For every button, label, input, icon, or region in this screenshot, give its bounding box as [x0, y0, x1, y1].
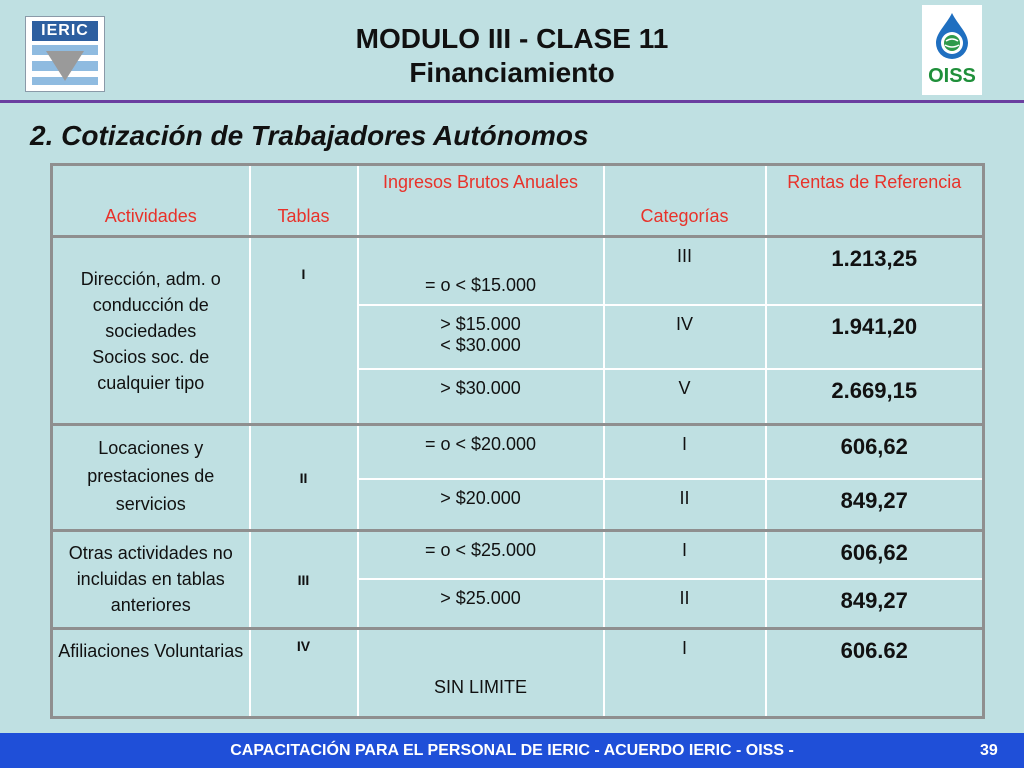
renta-cell: 849,27	[766, 579, 984, 629]
ieric-logo-text: IERIC	[32, 21, 98, 41]
slide-footer	[0, 733, 1024, 768]
categoria-cell: V	[604, 369, 766, 425]
categoria-cell: IV	[604, 305, 766, 369]
tabla-cell: III	[250, 531, 358, 629]
categoria-cell: I	[604, 629, 766, 718]
ingresos-cell: > $30.000	[358, 369, 604, 425]
ieric-logo-triangle-icon	[46, 51, 84, 81]
header-rentas: Rentas de Referencia	[766, 165, 984, 237]
ingresos-cell: = o < $20.000	[358, 425, 604, 479]
tabla-cell: I	[250, 237, 358, 425]
title-line-1: MODULO III - CLASE 11	[355, 23, 669, 54]
table-row	[52, 425, 984, 479]
globe-drop-icon	[932, 11, 972, 59]
actividad-cell: Afiliaciones Voluntarias	[52, 629, 250, 718]
ingresos-line: > $15.000	[440, 313, 521, 334]
table-header-row	[52, 165, 984, 237]
renta-cell: 1.941,20	[766, 305, 984, 369]
renta-cell: 849,27	[766, 479, 984, 531]
renta-cell: 1.213,25	[766, 237, 984, 305]
header-categorias: Categorías	[604, 165, 766, 237]
categoria-cell: III	[604, 237, 766, 305]
header-divider	[0, 100, 1024, 103]
renta-cell: 2.669,15	[766, 369, 984, 425]
header-tablas: Tablas	[250, 165, 358, 237]
ieric-logo	[25, 16, 105, 92]
ingresos-cell: = o < $25.000	[358, 531, 604, 579]
categoria-cell: I	[604, 531, 766, 579]
slide-title	[200, 22, 824, 90]
categoria-cell: II	[604, 579, 766, 629]
ingresos-cell: > $20.000	[358, 479, 604, 531]
table-row	[52, 629, 984, 718]
actividad-text: Socios soc. de cualquier tipo	[92, 346, 210, 393]
cotizacion-table	[50, 163, 985, 719]
header-actividades: Actividades	[52, 165, 250, 237]
section-subtitle: 2. Cotización de Trabajadores Autónomos	[30, 120, 589, 151]
ingresos-cell: SIN LIMITE	[358, 629, 604, 718]
ingresos-cell	[358, 305, 604, 369]
renta-cell: 606,62	[766, 425, 984, 479]
actividad-text: Dirección, adm. o conducción de sociedades	[80, 268, 221, 341]
ingresos-cell: = o < $15.000	[358, 237, 604, 305]
slide-header	[0, 0, 1024, 102]
table-row	[52, 237, 984, 305]
title-line-2: Financiamiento	[409, 57, 615, 88]
renta-cell: 606,62	[766, 531, 984, 579]
ingresos-line: < $30.000	[440, 334, 521, 355]
tabla-cell: IV	[250, 629, 358, 718]
ingresos-cell: > $25.000	[358, 579, 604, 629]
categoria-cell: II	[604, 479, 766, 531]
tabla-cell: II	[250, 425, 358, 531]
renta-cell: 606.62	[766, 629, 984, 718]
categoria-cell: I	[604, 425, 766, 479]
page-number: 39	[980, 742, 998, 759]
actividad-cell: Locaciones y prestaciones de servicios	[52, 425, 250, 531]
oiss-logo-text: OISS	[928, 65, 976, 87]
oiss-logo	[922, 5, 982, 95]
header-ingresos: Ingresos Brutos Anuales	[358, 165, 604, 237]
actividad-cell: Otras actividades no incluidas en tablas anteriores	[52, 531, 250, 629]
table-row	[52, 531, 984, 579]
actividad-cell	[52, 237, 250, 425]
footer-text: CAPACITACIÓN PARA EL PERSONAL DE IERIC - ACUERDO IERIC - OISS -	[230, 742, 794, 759]
